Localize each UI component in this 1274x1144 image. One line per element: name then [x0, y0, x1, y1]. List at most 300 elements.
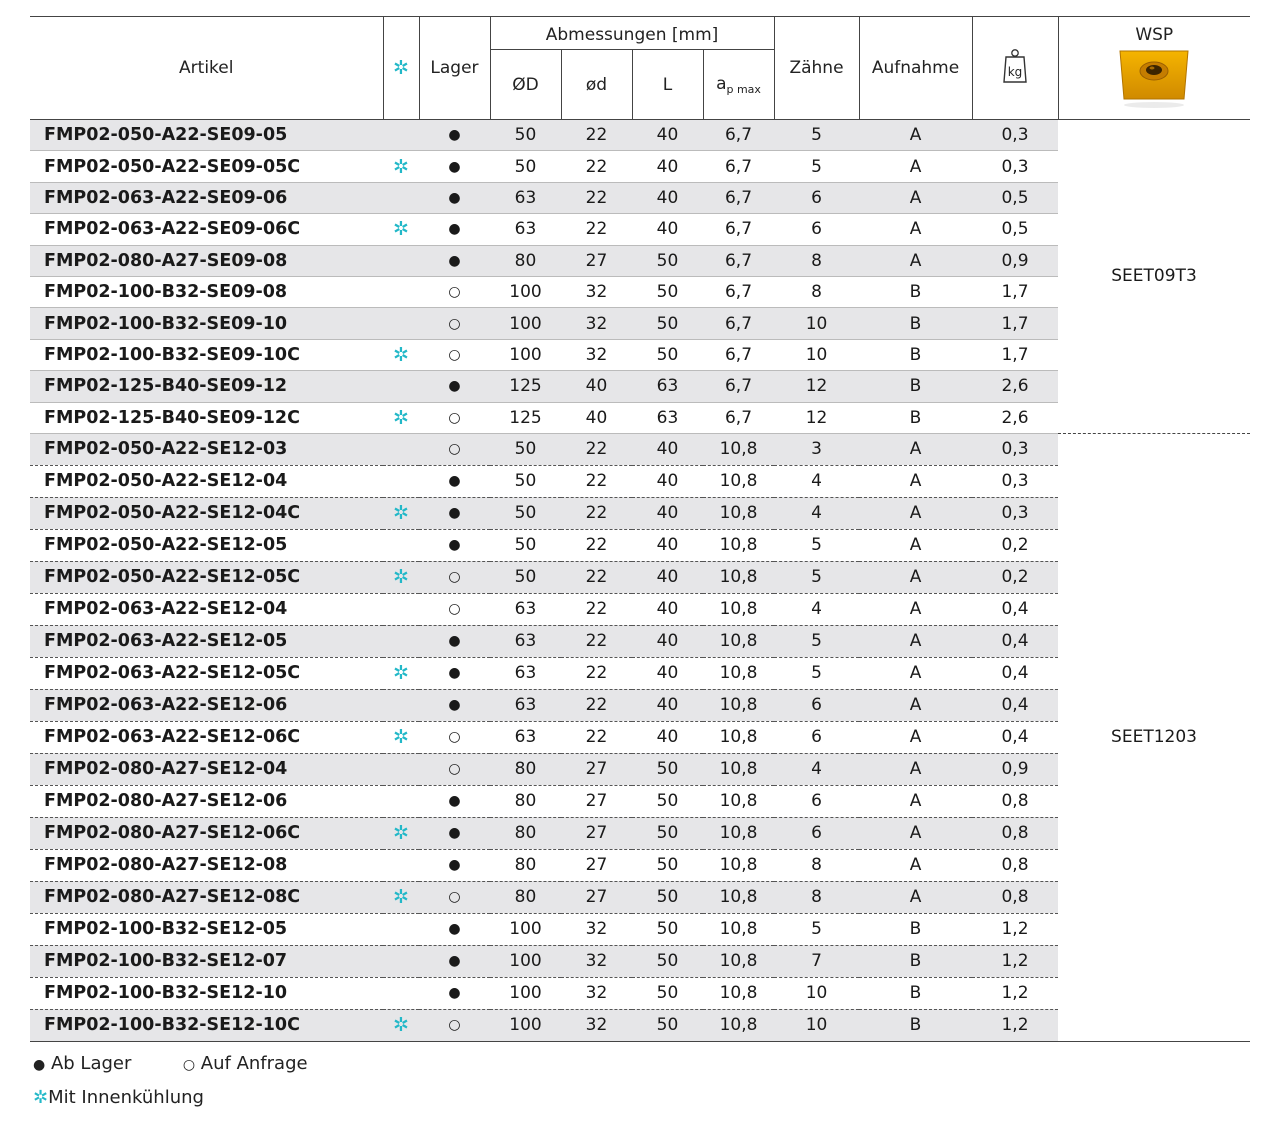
- cell-ap-max: 10,8: [703, 689, 774, 721]
- cell-lager: ●: [419, 913, 490, 945]
- cell-cooling: [383, 913, 419, 945]
- cell-teeth: 10: [774, 339, 859, 370]
- product-table: [30, 16, 1250, 1042]
- cell-ap-max: 10,8: [703, 977, 774, 1009]
- cell-lager: ○: [419, 721, 490, 753]
- cell-length-L: 40: [632, 657, 703, 689]
- weight-icon-label: kg: [1007, 64, 1023, 79]
- cell-cooling: [383, 120, 419, 151]
- cell-cooling: [383, 276, 419, 307]
- cell-artikel: FMP02-050-A22-SE12-05: [30, 529, 383, 561]
- cell-length-L: 40: [632, 593, 703, 625]
- cell-artikel: FMP02-125-B40-SE09-12: [30, 371, 383, 402]
- cell-cooling: [383, 721, 419, 753]
- cell-length-L: 50: [632, 245, 703, 276]
- cell-artikel: FMP02-063-A22-SE12-05: [30, 625, 383, 657]
- insert-icon: [1114, 47, 1194, 109]
- cell-length-L: 50: [632, 339, 703, 370]
- cell-ap-max: 6,7: [703, 245, 774, 276]
- cell-diameter-d: 22: [561, 465, 632, 497]
- cell-lager: ●: [419, 371, 490, 402]
- cell-artikel: FMP02-080-A27-SE12-06: [30, 785, 383, 817]
- cell-holder: A: [859, 625, 972, 657]
- cell-ap-max: 6,7: [703, 371, 774, 402]
- cell-cooling: [383, 561, 419, 593]
- cell-diameter-d: 22: [561, 657, 632, 689]
- cell-diameter-D: 100: [490, 913, 561, 945]
- cell-diameter-d: 27: [561, 753, 632, 785]
- cell-ap-max: 6,7: [703, 151, 774, 182]
- cell-cooling: [383, 945, 419, 977]
- cell-weight: 0,3: [972, 120, 1058, 151]
- cell-diameter-d: 32: [561, 276, 632, 307]
- cell-cooling: [383, 465, 419, 497]
- header-L: L: [632, 50, 703, 120]
- cell-diameter-d: 22: [561, 625, 632, 657]
- cell-holder: A: [859, 721, 972, 753]
- cell-teeth: 5: [774, 120, 859, 151]
- cell-length-L: 50: [632, 817, 703, 849]
- cell-lager: ○: [419, 339, 490, 370]
- cell-artikel: FMP02-050-A22-SE09-05: [30, 120, 383, 151]
- cell-lager: ○: [419, 753, 490, 785]
- cell-weight: 0,4: [972, 593, 1058, 625]
- cell-cooling: [383, 593, 419, 625]
- cell-weight: 0,5: [972, 182, 1058, 213]
- cell-holder: B: [859, 1009, 972, 1041]
- cell-ap-max: 10,8: [703, 465, 774, 497]
- cell-lager: ○: [419, 433, 490, 465]
- cell-diameter-D: 63: [490, 689, 561, 721]
- cell-diameter-D: 80: [490, 785, 561, 817]
- cell-holder: A: [859, 497, 972, 529]
- snowflake-icon: ✲: [393, 1014, 409, 1037]
- cell-ap-max: 6,7: [703, 276, 774, 307]
- cell-teeth: 6: [774, 214, 859, 245]
- cell-teeth: 3: [774, 433, 859, 465]
- cell-diameter-D: 50: [490, 120, 561, 151]
- cell-diameter-d: 40: [561, 371, 632, 402]
- cell-length-L: 50: [632, 913, 703, 945]
- cell-cooling: [383, 529, 419, 561]
- cell-cooling: [383, 977, 419, 1009]
- cell-holder: A: [859, 151, 972, 182]
- cell-diameter-d: 22: [561, 689, 632, 721]
- cell-diameter-d: 40: [561, 402, 632, 433]
- cell-teeth: 8: [774, 276, 859, 307]
- cell-lager: ●: [419, 497, 490, 529]
- cell-cooling: [383, 849, 419, 881]
- cell-ap-max: 10,8: [703, 433, 774, 465]
- cell-holder: B: [859, 945, 972, 977]
- cell-holder: A: [859, 849, 972, 881]
- header-wsp: [1058, 17, 1250, 120]
- table-body: [30, 120, 1250, 1042]
- cell-diameter-d: 22: [561, 151, 632, 182]
- cell-teeth: 10: [774, 977, 859, 1009]
- table-row: [30, 433, 1250, 465]
- cell-diameter-d: 32: [561, 913, 632, 945]
- cell-holder: A: [859, 881, 972, 913]
- cell-weight: 0,9: [972, 753, 1058, 785]
- cell-length-L: 50: [632, 276, 703, 307]
- cell-length-L: 40: [632, 689, 703, 721]
- cell-length-L: 50: [632, 945, 703, 977]
- cell-diameter-D: 63: [490, 657, 561, 689]
- cell-weight: 2,6: [972, 402, 1058, 433]
- cell-cooling: [383, 151, 419, 182]
- cell-cooling: [383, 433, 419, 465]
- cell-lager: ●: [419, 245, 490, 276]
- cell-length-L: 40: [632, 433, 703, 465]
- cell-length-L: 50: [632, 753, 703, 785]
- cell-diameter-d: 27: [561, 881, 632, 913]
- cell-cooling: [383, 339, 419, 370]
- cell-diameter-D: 63: [490, 214, 561, 245]
- cell-artikel: FMP02-050-A22-SE12-03: [30, 433, 383, 465]
- cell-diameter-D: 100: [490, 1009, 561, 1041]
- cell-lager: ○: [419, 402, 490, 433]
- cell-diameter-D: 50: [490, 465, 561, 497]
- snowflake-icon: ✲: [393, 566, 409, 589]
- cell-lager: ●: [419, 657, 490, 689]
- cell-cooling: [383, 785, 419, 817]
- cell-diameter-D: 50: [490, 529, 561, 561]
- cell-artikel: FMP02-063-A22-SE12-04: [30, 593, 383, 625]
- cell-diameter-d: 22: [561, 182, 632, 213]
- snowflake-icon: ✲: [393, 57, 409, 79]
- cell-diameter-d: 22: [561, 433, 632, 465]
- cell-diameter-d: 22: [561, 721, 632, 753]
- cell-artikel: FMP02-063-A22-SE12-06: [30, 689, 383, 721]
- cell-holder: B: [859, 977, 972, 1009]
- cell-teeth: 8: [774, 849, 859, 881]
- cell-teeth: 6: [774, 182, 859, 213]
- cell-lager: ●: [419, 945, 490, 977]
- header-abmessungen: Abmessungen [mm]: [490, 17, 774, 50]
- cell-holder: B: [859, 371, 972, 402]
- cell-weight: 0,2: [972, 561, 1058, 593]
- cell-artikel: FMP02-050-A22-SE12-05C: [30, 561, 383, 593]
- cell-holder: A: [859, 182, 972, 213]
- cell-holder: B: [859, 339, 972, 370]
- cell-diameter-D: 80: [490, 753, 561, 785]
- cell-cooling: [383, 245, 419, 276]
- snowflake-icon: ✲: [393, 155, 409, 178]
- cell-weight: 0,8: [972, 817, 1058, 849]
- cell-cooling: [383, 497, 419, 529]
- cell-artikel: FMP02-100-B32-SE09-08: [30, 276, 383, 307]
- cell-weight: 0,4: [972, 721, 1058, 753]
- snowflake-icon: ✲: [393, 886, 409, 909]
- cell-lager: ●: [419, 214, 490, 245]
- cell-holder: A: [859, 529, 972, 561]
- cell-teeth: 10: [774, 308, 859, 339]
- header-artikel: Artikel: [30, 17, 383, 120]
- cell-diameter-d: 22: [561, 561, 632, 593]
- cell-weight: 0,8: [972, 849, 1058, 881]
- cell-length-L: 40: [632, 151, 703, 182]
- cell-length-L: 40: [632, 497, 703, 529]
- cell-ap-max: 6,7: [703, 182, 774, 213]
- cell-holder: A: [859, 657, 972, 689]
- cell-artikel: FMP02-100-B32-SE12-10: [30, 977, 383, 1009]
- header-lager: Lager: [419, 17, 490, 120]
- cell-weight: 0,8: [972, 785, 1058, 817]
- cell-diameter-d: 27: [561, 245, 632, 276]
- cell-diameter-D: 125: [490, 402, 561, 433]
- snowflake-icon: ✲: [393, 726, 409, 749]
- cell-length-L: 40: [632, 529, 703, 561]
- cell-weight: 0,3: [972, 151, 1058, 182]
- legend-cooling: [33, 1087, 204, 1108]
- cell-teeth: 6: [774, 689, 859, 721]
- snowflake-icon: ✲: [393, 406, 409, 429]
- cell-teeth: 5: [774, 657, 859, 689]
- cell-ap-max: 10,8: [703, 529, 774, 561]
- cell-artikel: FMP02-050-A22-SE12-04: [30, 465, 383, 497]
- cell-diameter-D: 80: [490, 817, 561, 849]
- cell-diameter-d: 27: [561, 817, 632, 849]
- snowflake-icon: ✲: [393, 662, 409, 685]
- cell-teeth: 5: [774, 625, 859, 657]
- cell-teeth: 6: [774, 785, 859, 817]
- legend-auf-anfrage: Auf Anfrage: [200, 1053, 308, 1074]
- cell-artikel: FMP02-080-A27-SE12-08: [30, 849, 383, 881]
- cell-ap-max: 10,8: [703, 561, 774, 593]
- cell-lager: ○: [419, 593, 490, 625]
- cell-teeth: 10: [774, 1009, 859, 1041]
- cell-ap-max: 6,7: [703, 402, 774, 433]
- cell-diameter-D: 100: [490, 339, 561, 370]
- cell-weight: 0,3: [972, 465, 1058, 497]
- cell-lager: ●: [419, 151, 490, 182]
- cell-teeth: 12: [774, 371, 859, 402]
- cell-lager: ●: [419, 465, 490, 497]
- cell-holder: A: [859, 433, 972, 465]
- cell-holder: A: [859, 753, 972, 785]
- cell-lager: ●: [419, 529, 490, 561]
- header-aufnahme: Aufnahme: [859, 17, 972, 120]
- cell-holder: A: [859, 593, 972, 625]
- cell-length-L: 50: [632, 1009, 703, 1041]
- cell-cooling: [383, 753, 419, 785]
- weight-icon: [1002, 48, 1028, 84]
- cell-lager: ○: [419, 276, 490, 307]
- cell-ap-max: 6,7: [703, 308, 774, 339]
- cell-ap-max: 10,8: [703, 945, 774, 977]
- cell-length-L: 50: [632, 849, 703, 881]
- cell-length-L: 50: [632, 977, 703, 1009]
- cell-teeth: 5: [774, 151, 859, 182]
- cell-artikel: FMP02-100-B32-SE09-10: [30, 308, 383, 339]
- cell-length-L: 50: [632, 785, 703, 817]
- cell-artikel: FMP02-080-A27-SE12-08C: [30, 881, 383, 913]
- cell-weight: 1,2: [972, 945, 1058, 977]
- cell-ap-max: 6,7: [703, 339, 774, 370]
- snowflake-icon: ✲: [33, 1087, 49, 1108]
- cell-diameter-D: 63: [490, 721, 561, 753]
- cell-artikel: FMP02-125-B40-SE09-12C: [30, 402, 383, 433]
- cell-artikel: FMP02-050-A22-SE12-04C: [30, 497, 383, 529]
- cell-diameter-D: 50: [490, 561, 561, 593]
- cell-lager: ●: [419, 625, 490, 657]
- cell-diameter-D: 80: [490, 849, 561, 881]
- cell-teeth: 5: [774, 913, 859, 945]
- cell-holder: A: [859, 120, 972, 151]
- cell-weight: 1,7: [972, 308, 1058, 339]
- cell-diameter-D: 80: [490, 245, 561, 276]
- cell-diameter-d: 32: [561, 945, 632, 977]
- cell-ap-max: 10,8: [703, 1009, 774, 1041]
- cell-weight: 0,8: [972, 881, 1058, 913]
- cell-ap-max: 10,8: [703, 593, 774, 625]
- cell-teeth: 4: [774, 465, 859, 497]
- cell-artikel: FMP02-100-B32-SE09-10C: [30, 339, 383, 370]
- cell-lager: ○: [419, 881, 490, 913]
- cell-diameter-D: 63: [490, 625, 561, 657]
- cell-wsp: SEET1203: [1058, 433, 1250, 1041]
- cell-diameter-d: 32: [561, 1009, 632, 1041]
- cell-ap-max: 6,7: [703, 120, 774, 151]
- cell-teeth: 7: [774, 945, 859, 977]
- snowflake-icon: ✲: [393, 502, 409, 525]
- wsp-label: WSP: [1135, 25, 1174, 45]
- cell-holder: A: [859, 245, 972, 276]
- cell-diameter-D: 100: [490, 308, 561, 339]
- cell-cooling: [383, 817, 419, 849]
- cell-length-L: 40: [632, 721, 703, 753]
- cell-ap-max: 10,8: [703, 785, 774, 817]
- cell-length-L: 40: [632, 465, 703, 497]
- cell-artikel: FMP02-080-A27-SE09-08: [30, 245, 383, 276]
- cell-diameter-d: 22: [561, 593, 632, 625]
- cell-weight: 1,2: [972, 1009, 1058, 1041]
- cell-weight: 0,5: [972, 214, 1058, 245]
- cell-lager: ○: [419, 1009, 490, 1041]
- cell-weight: 0,4: [972, 625, 1058, 657]
- cell-weight: 1,7: [972, 339, 1058, 370]
- snowflake-icon: ✲: [393, 822, 409, 845]
- cell-cooling: [383, 881, 419, 913]
- cell-length-L: 50: [632, 881, 703, 913]
- cell-length-L: 40: [632, 214, 703, 245]
- cell-diameter-d: 27: [561, 785, 632, 817]
- cell-artikel: FMP02-063-A22-SE12-06C: [30, 721, 383, 753]
- cell-ap-max: 10,8: [703, 721, 774, 753]
- cell-teeth: 8: [774, 881, 859, 913]
- cell-cooling: [383, 371, 419, 402]
- cell-lager: ●: [419, 977, 490, 1009]
- cell-holder: A: [859, 689, 972, 721]
- cell-holder: B: [859, 913, 972, 945]
- cell-holder: B: [859, 308, 972, 339]
- snowflake-icon: ✲: [393, 343, 409, 366]
- legend-stock: [33, 1053, 308, 1074]
- cell-teeth: 6: [774, 817, 859, 849]
- cell-teeth: 12: [774, 402, 859, 433]
- header-zaehne: Zähne: [774, 17, 859, 120]
- cell-ap-max: 10,8: [703, 913, 774, 945]
- cell-wsp: SEET09T3: [1058, 120, 1250, 434]
- cell-weight: 1,2: [972, 913, 1058, 945]
- cell-length-L: 40: [632, 182, 703, 213]
- cell-diameter-D: 100: [490, 276, 561, 307]
- cell-artikel: FMP02-063-A22-SE12-05C: [30, 657, 383, 689]
- cell-holder: A: [859, 465, 972, 497]
- cell-ap-max: 10,8: [703, 849, 774, 881]
- cell-weight: 0,4: [972, 689, 1058, 721]
- cell-cooling: [383, 657, 419, 689]
- cell-artikel: FMP02-063-A22-SE09-06C: [30, 214, 383, 245]
- cell-lager: ●: [419, 689, 490, 721]
- cell-lager: ●: [419, 817, 490, 849]
- cell-cooling: [383, 1009, 419, 1041]
- snowflake-icon: ✲: [393, 218, 409, 241]
- cell-cooling: [383, 182, 419, 213]
- open-circle-icon: ○: [182, 1057, 196, 1073]
- cell-holder: B: [859, 402, 972, 433]
- cell-weight: 2,6: [972, 371, 1058, 402]
- cell-holder: A: [859, 214, 972, 245]
- cell-artikel: FMP02-050-A22-SE09-05C: [30, 151, 383, 182]
- cell-holder: A: [859, 785, 972, 817]
- cell-lager: ●: [419, 785, 490, 817]
- cell-diameter-D: 63: [490, 182, 561, 213]
- header-cooling: [383, 17, 419, 120]
- cell-diameter-D: 80: [490, 881, 561, 913]
- cell-lager: ○: [419, 561, 490, 593]
- header-D: ØD: [490, 50, 561, 120]
- cell-ap-max: 6,7: [703, 214, 774, 245]
- cell-artikel: FMP02-100-B32-SE12-05: [30, 913, 383, 945]
- cell-cooling: [383, 689, 419, 721]
- header-d: ød: [561, 50, 632, 120]
- cell-ap-max: 10,8: [703, 753, 774, 785]
- cell-holder: A: [859, 817, 972, 849]
- cell-weight: 0,3: [972, 497, 1058, 529]
- cell-teeth: 5: [774, 561, 859, 593]
- cell-ap-max: 10,8: [703, 625, 774, 657]
- cell-diameter-d: 27: [561, 849, 632, 881]
- cell-diameter-D: 50: [490, 433, 561, 465]
- cell-teeth: 6: [774, 721, 859, 753]
- cell-lager: ●: [419, 849, 490, 881]
- cell-diameter-d: 22: [561, 120, 632, 151]
- cell-artikel: FMP02-100-B32-SE12-10C: [30, 1009, 383, 1041]
- cell-lager: ●: [419, 120, 490, 151]
- table-row: [30, 120, 1250, 151]
- cell-diameter-d: 32: [561, 308, 632, 339]
- cell-weight: 0,4: [972, 657, 1058, 689]
- cell-teeth: 4: [774, 497, 859, 529]
- legend-ab-lager: Ab Lager: [50, 1053, 132, 1074]
- cell-length-L: 40: [632, 120, 703, 151]
- cell-holder: B: [859, 276, 972, 307]
- cell-cooling: [383, 625, 419, 657]
- header-ap: $a_{p max}$: [703, 50, 774, 120]
- cell-cooling: [383, 214, 419, 245]
- cell-artikel: FMP02-100-B32-SE12-07: [30, 945, 383, 977]
- cell-diameter-d: 32: [561, 339, 632, 370]
- filled-dot-icon: ●: [33, 1057, 46, 1073]
- cell-artikel: FMP02-080-A27-SE12-04: [30, 753, 383, 785]
- cell-length-L: 50: [632, 308, 703, 339]
- cell-ap-max: 10,8: [703, 657, 774, 689]
- cell-diameter-D: 100: [490, 945, 561, 977]
- cell-teeth: 5: [774, 529, 859, 561]
- cell-weight: 0,3: [972, 433, 1058, 465]
